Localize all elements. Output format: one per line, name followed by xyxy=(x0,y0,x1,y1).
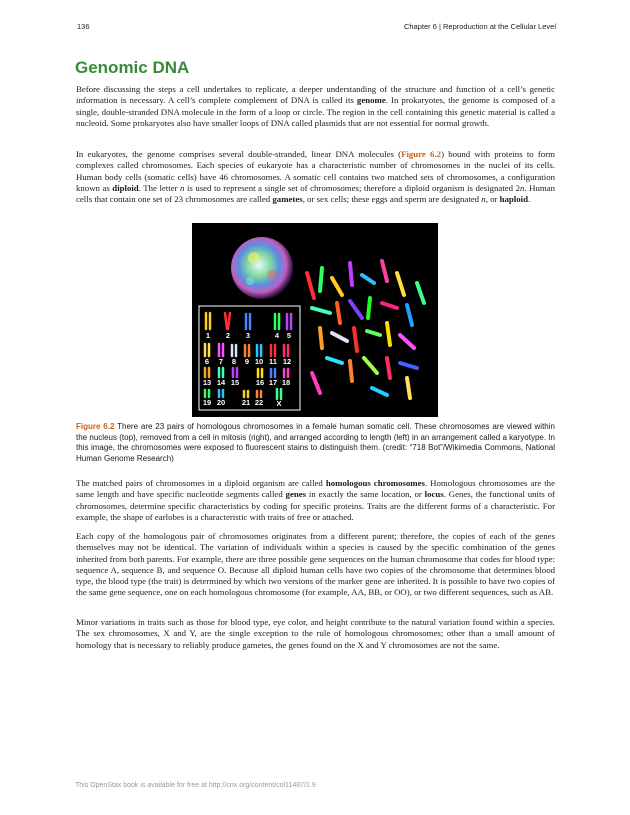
figure-6-2-link[interactable]: Figure 6.2 xyxy=(401,149,442,159)
karyotype-label: X xyxy=(276,399,282,408)
karyotype-panel xyxy=(199,306,300,410)
karyotype-label: 8 xyxy=(231,357,237,366)
term-locus: locus xyxy=(424,489,444,500)
page-footer: This OpenStax book is available for free at http://cnx.org/content/col11487/1.9 xyxy=(75,782,316,789)
chromosome-image xyxy=(192,223,438,417)
paragraph-variation: Each copy of the homologous pair of chromosomes originates from a different parent; therefore, the copies of each of the genes themselves may not be identical. The variation of individuals within a species is caused by the specific combination of the genes inherited from both parents. For example, there are three possible gene sequences on the human chromosome that codes for blood type: sequence A, sequence B, and sequence O. Because all diploid human cells have two copies of the chromosome that determines blood type, the blood type (the trait) is determined by which two versions of the marker gene are inherited. It is possible to have two copies of the same gene sequence, one on each homologous chromosome (for example, AA, BB, or OO), or two different sequences, such as AB. xyxy=(76,531,555,598)
page-header xyxy=(77,22,556,36)
karyotype-label: 20 xyxy=(216,398,226,407)
karyotype-label: 1 xyxy=(205,331,211,340)
figure-caption: Figure 6.2 There are 23 pairs of homologous chromosomes in a female human somatic cell. These chromosomes are viewed within the nucleus (top), removed from a cell in mitosis (right), and arranged according to length (left) in an arrangement called a karyotype. In this image, the chromosomes were exposed to fluorescent stains to distinguish them. (credit: “718 Bot”/Wikimedia Commons, National Human Genome Research) xyxy=(76,422,555,463)
section-title: Genomic DNA xyxy=(75,58,190,77)
chapter-title: Chapter 6 | Reproduction at the Cellular Level xyxy=(403,22,556,31)
paragraph-minor-variations: Minor variations in traits such as those for blood type, eye color, and height contribute to the natural variation found within a species. The sex chromosomes, X and Y, are the single exception to the rule of homologous chromosomes; other than a small amount of homology that is necessary to reliably produce gametes, the genes found on the X and Y chromosomes are not the same. xyxy=(76,617,555,650)
karyotype-label: 6 xyxy=(204,357,210,366)
karyotype-label: 15 xyxy=(230,378,240,387)
karyotype-label: 7 xyxy=(218,357,224,366)
karyotype-label: 16 xyxy=(255,378,265,387)
term-diploid: diploid xyxy=(112,182,139,193)
term-genome: genome xyxy=(356,95,386,106)
karyotype-label: 14 xyxy=(216,378,226,387)
figure-label: Figure 6.2 xyxy=(76,422,115,431)
karyotype-label: 22 xyxy=(254,398,264,407)
karyotype-label: 5 xyxy=(286,331,292,340)
karyotype-label: 3 xyxy=(245,331,251,340)
karyotype-label: 18 xyxy=(281,378,291,387)
term-gametes: gametes xyxy=(272,194,303,205)
karyotype-label: 9 xyxy=(244,357,250,366)
paragraph-genome: Before discussing the steps a cell undertakes to replicate, a deeper understanding of the structure and function of a cell’s genetic information is necessary. A cell’s complete complement of DNA is called its genome. In prokaryotes, the genome is composed of a single, double-stranded DNA molecule in the form of a loop or circle. The region in the cell containing this genetic material is called a nucleoid. Some prokaryotes also have smaller loops of DNA called plasmids that are not essential for normal growth. xyxy=(76,84,555,128)
karyotype-label: 21 xyxy=(241,398,251,407)
karyotype-label: 12 xyxy=(282,357,292,366)
paragraph-homologous: The matched pairs of chromosomes in a diploid organism are called homologous chromosomes. Homologous chromosomes are the same length and have specific nucleotide segments called genes in exactly the same location, or locus. Genes, the functional units of chromosomes, determine specific characteristics by coding for specific proteins. Traits are the different forms of a characteristic. For example, the shape of earlobes is a characteristic with traits of free or attached. xyxy=(76,478,555,522)
karyotype-label: 17 xyxy=(268,378,278,387)
karyotype-label: 19 xyxy=(202,398,212,407)
term-genes: genes xyxy=(285,489,307,500)
karyotype-label: 2 xyxy=(225,331,231,340)
karyotype-label: 11 xyxy=(269,357,277,366)
karyotype-label: 4 xyxy=(274,331,280,340)
chromosome-figure xyxy=(192,223,438,417)
term-haploid: haploid xyxy=(499,194,528,205)
karyotype-label: 13 xyxy=(202,378,212,387)
nucleus xyxy=(231,237,293,299)
term-homologous-chromosomes: homologous chromosomes xyxy=(325,478,425,488)
karyotype-label: 10 xyxy=(254,357,264,366)
page-number: 136 xyxy=(77,22,90,31)
paragraph-eukaryotes: In eukaryotes, the genome comprises several double-stranded, linear DNA molecules (Figure 6.2) bound with proteins to form complexes called chromosomes. Each species of eukaryote has a characteristic number of chromosomes in the nuclei of its cells. Human body cells (somatic cells) have 46 chromosomes. A somatic cell contains two matched sets of chromosomes, a configuration known as diploid. The letter n is used to represent a single set of chromosomes; therefore a diploid organism is designated 2n. Human cells that contain one set of 23 chromosomes are called gametes, or sex cells; these eggs and sperm are designated n, or haploid. xyxy=(76,149,556,205)
